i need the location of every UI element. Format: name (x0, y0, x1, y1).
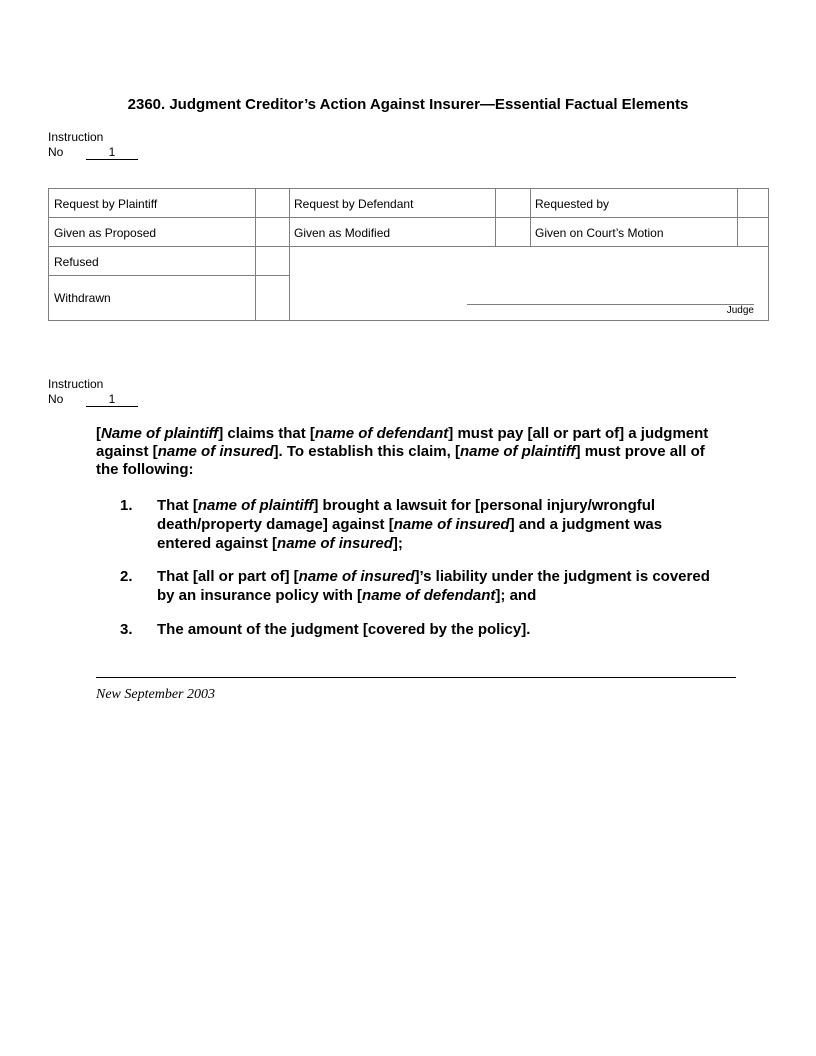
page-title: 2360. Judgment Creditor’s Action Against Insurer—Essential Factual Elements (127, 96, 689, 113)
refused-checkbox[interactable] (255, 247, 289, 276)
judge-label: Judge (726, 305, 754, 316)
given-on-courts-motion-checkbox[interactable] (737, 218, 768, 247)
element-number: 1. (120, 497, 133, 514)
table-divider (737, 189, 738, 247)
table-divider (495, 189, 496, 247)
table-divider (255, 189, 256, 320)
element-number: 3. (120, 621, 133, 638)
request-by-plaintiff-checkbox[interactable] (255, 189, 289, 218)
given-as-proposed-checkbox[interactable] (255, 218, 289, 247)
instruction-number-block (48, 377, 138, 407)
requested-by-checkbox[interactable] (737, 189, 768, 218)
instruction-intro: [Name of plaintiff] claims that [name of defendant] must pay [all or part of] a judgment against [name of insured]. To establish this claim, [name of plaintiff] must prove all of the following: (96, 425, 709, 478)
element-number: 2. (120, 568, 133, 585)
table-divider (49, 246, 768, 247)
instruction-number-field[interactable]: 1 (86, 393, 138, 407)
given-on-courts-motion-label: Given on Court’s Motion (535, 225, 664, 240)
instruction-label: Instruction (48, 377, 104, 391)
judge-signature-line[interactable] (467, 304, 754, 305)
given-as-proposed-label: Given as Proposed (54, 225, 157, 240)
no-label: No (48, 392, 64, 406)
table-divider (49, 217, 768, 218)
revision-note: New September 2003 (96, 687, 215, 702)
instruction-number-block (48, 130, 138, 160)
instruction-number-field[interactable]: 1 (86, 146, 138, 160)
no-label: No (48, 145, 64, 159)
element-text: That [all or part of] [name of insured]’s liability under the judgment is covered by an insurance policy with [name of defendant]; and (157, 568, 710, 604)
request-by-defendant-label: Request by Defendant (294, 196, 414, 211)
withdrawn-checkbox[interactable] (255, 276, 289, 320)
instruction-request-form (48, 188, 769, 321)
given-as-modified-label: Given as Modified (294, 225, 391, 240)
element-text: That [name of plaintiff] brought a lawsuit for [personal injury/wrongful death/property damage] against [name of insured] and a judgment was entered against [name of insured]; (157, 497, 663, 552)
refused-label: Refused (54, 254, 99, 269)
request-by-defendant-checkbox[interactable] (495, 189, 530, 218)
requested-by-label: Requested by (535, 196, 610, 211)
request-by-plaintiff-label: Request by Plaintiff (54, 196, 158, 211)
footer-divider (96, 677, 736, 678)
table-divider (49, 275, 289, 276)
table-divider (289, 189, 290, 320)
given-as-modified-checkbox[interactable] (495, 218, 530, 247)
instruction-label: Instruction (48, 130, 104, 144)
withdrawn-label: Withdrawn (54, 291, 111, 305)
element-text: The amount of the judgment [covered by the policy]. (157, 621, 531, 638)
table-divider (530, 189, 531, 247)
